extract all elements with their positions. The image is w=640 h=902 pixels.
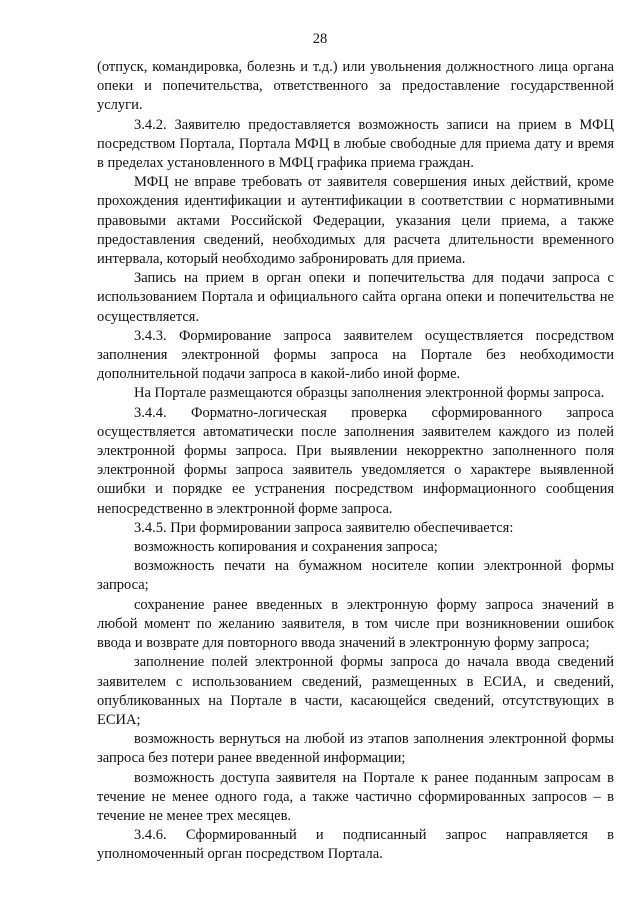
- document-body: [97, 58, 614, 865]
- paragraph-appointment-note: Запись на прием в орган опеки и попечительства для подачи запроса с использованием Портала и официального сайта органа опеки и попечительства не осуществляется.: [97, 270, 614, 325]
- list-item-access-requests: возможность доступа заявителя на Портале к ранее поданным запросам в течение не менее одного года, а также частично сформированных запросов – в течение не менее трех месяцев.: [97, 769, 614, 824]
- paragraph-continuation: (отпуск, командировка, болезнь и т.д.) или увольнения должностного лица органа опеки и попечительства, ответственного за предоставление государственной услуги.: [97, 59, 614, 114]
- list-item-print: возможность печати на бумажном носителе копии электронной формы запроса;: [97, 558, 614, 594]
- paragraph-3-4-4: 3.4.4. Форматно-логическая проверка сформированного запроса осуществляется автоматически после заполнения заявителем каждого из полей электронной формы запроса. При выявлении некорректно заполненного поля электронной формы запроса заявитель уведомляется о характере выявленной ошибки и порядке ее устранения посредством информационного сообщения непосредственно в электронной форме запроса.: [97, 404, 614, 517]
- paragraph-3-4-3: 3.4.3. Формирование запроса заявителем осуществляется посредством заполнения электронной формы запроса на Портале без необходимости дополнительной подачи запроса в какой-либо иной форме.: [97, 327, 614, 383]
- paragraph-3-4-5: 3.4.5. При формировании запроса заявителю обеспечивается:: [134, 519, 514, 536]
- paragraph-3-4-2: 3.4.2. Заявителю предоставляется возможность записи на прием в МФЦ посредством Портала, Портала МФЦ в любые свободные для приема дату и время в пределах установленного в МФЦ графика приема граждан.: [97, 116, 614, 172]
- list-item-return-step: возможность вернуться на любой из этапов заполнения электронной формы запроса без потери ранее введенной информации;: [97, 731, 614, 767]
- page-number: 28: [312, 31, 328, 47]
- paragraph-mfc-restrictions: МФЦ не вправе требовать от заявителя совершения иных действий, кроме прохождения идентификации и аутентификации в соответствии с нормативными правовыми актами Российской Федерации, указания цели приема, а также предоставления сведений, необходимых для расчета длительности временного интервала, который необходимо забронировать для приема.: [97, 174, 614, 268]
- paragraph-3-4-6: 3.4.6. Сформированный и подписанный запрос направляется в уполномоченный орган посредством Портала.: [97, 827, 614, 863]
- list-item-copy-save: возможность копирования и сохранения запроса;: [134, 539, 438, 556]
- paragraph-form-samples: На Портале размещаются образцы заполнения электронной формы запроса.: [134, 385, 605, 402]
- list-item-prefill-esia: заполнение полей электронной формы запроса до начала ввода сведений заявителем с использованием сведений, размещенных в ЕСИА, и сведений, опубликованных на Портале в части, касающейся сведений, отсутствующих в ЕСИА;: [97, 654, 614, 728]
- list-item-preserve-values: сохранение ранее введенных в электронную форму запроса значений в любой момент по желанию заявителя, в том числе при возникновении ошибок ввода и возврате для повторного ввода значений в электронную форму запроса;: [97, 596, 614, 652]
